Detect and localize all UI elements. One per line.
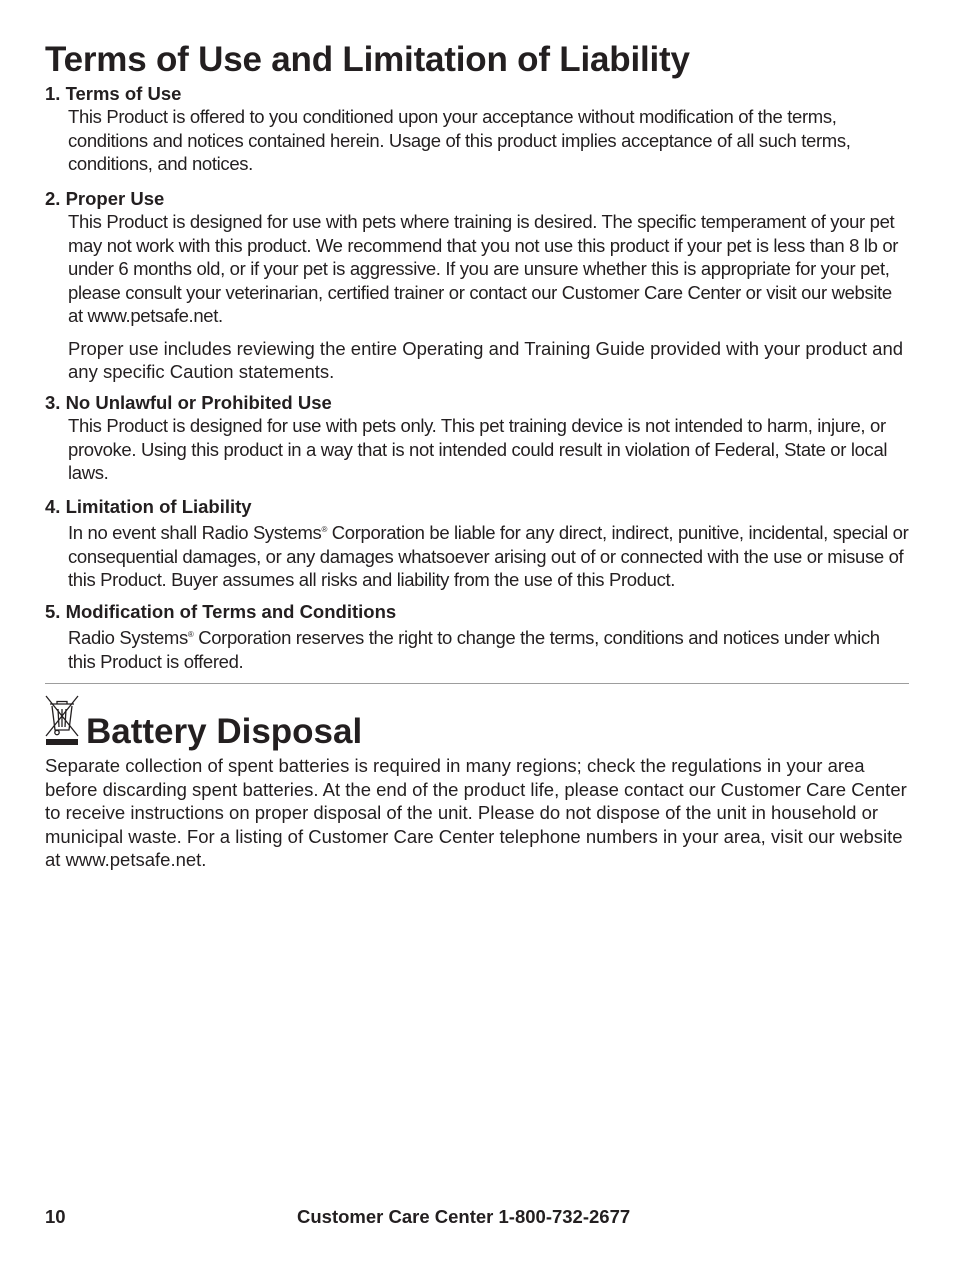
- body-text: In no event shall Radio Systems: [68, 522, 322, 543]
- registered-mark: ®: [321, 525, 327, 534]
- section-heading: 4. Limitation of Liability: [45, 496, 252, 517]
- section-heading: 3. No Unlawful or Prohibited Use: [45, 392, 332, 413]
- battery-disposal-body: Separate collection of spent batteries is required in many regions; check the regulations in your area before discarding spent batteries. At the end of the product life, please contact our Customer Care Center to receive instructions on proper disposal of the unit. Please do not dispose of the unit in household or municipal waste. For a listing of Customer Care Center telephone numbers in your area, visit our website at www.petsafe.net.: [45, 755, 907, 870]
- crossed-out-wheelie-bin-icon: [44, 694, 80, 746]
- section-heading: 5. Modification of Terms and Conditions: [45, 601, 397, 622]
- section-modification-of-terms: [45, 600, 909, 673]
- section-heading: 1. Terms of Use: [45, 83, 182, 104]
- section-body: [68, 518, 909, 592]
- body-text: Corporation be liable for any direct, indirect, punitive, incidental, special or consequential damages, or any damages whatsoever arising out of or connected with the use or misuse of this Product. Buyer assumes all risks and liability from the use of this Product.: [68, 522, 909, 590]
- footer-contact: Customer Care Center 1-800-732-2677: [297, 1206, 631, 1227]
- registered-mark: ®: [187, 630, 194, 639]
- section-body: This Product is designed for use with pets only. This pet training device is not intended to harm, injure, or provoke. Using this product in a way that is not intended could result in violation of Federal, State or local laws.: [68, 415, 888, 483]
- section-no-unlawful-use: [45, 391, 909, 485]
- section-proper-use: [45, 187, 909, 384]
- page-title: Terms of Use and Limitation of Liability: [45, 40, 690, 79]
- section-body-secondary: Proper use includes reviewing the entire Operating and Training Guide provided with your product and any specific Caution statements.: [68, 337, 904, 382]
- section-body: This Product is designed for use with pets where training is desired. The specific temperament of your pet may not work with this product. We recommend that you not use this product if your pet is less than 8 lb or under 6 months old, or if your pet is aggressive. If you are unsure whether this is appropriate for your pet, please consult your veterinarian, certified trainer or contact our Customer Care Center or visit our website at www.petsafe.net.: [68, 211, 899, 326]
- page-number: 10: [45, 1206, 66, 1227]
- section-body: [68, 623, 909, 673]
- body-text: Radio Systems: [68, 627, 188, 648]
- body-text: Corporation reserves the right to change the terms, conditions and notices under which this Product is offered.: [68, 627, 880, 672]
- battery-disposal-title: Battery Disposal: [86, 712, 363, 751]
- section-divider: [45, 683, 909, 684]
- section-body: This Product is offered to you conditioned upon your acceptance without modification of the terms, conditions and notices contained herein. Usage of this product implies acceptance of all such terms, conditions, and notices.: [68, 106, 851, 174]
- section-terms-of-use: [45, 82, 909, 176]
- section-heading: 2. Proper Use: [45, 188, 165, 209]
- section-limitation-of-liability: [45, 495, 909, 592]
